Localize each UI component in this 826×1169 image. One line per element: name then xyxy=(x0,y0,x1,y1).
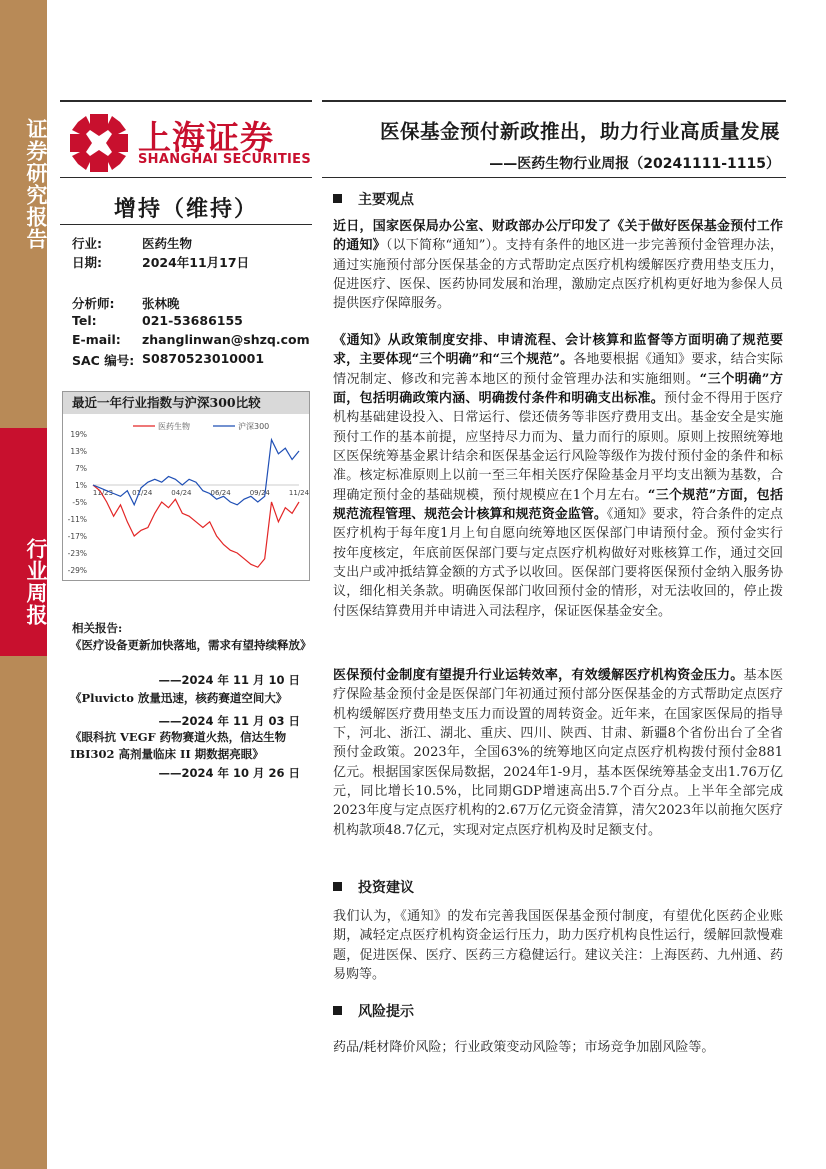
paragraph-2-bold-3: “三个规范”方面，包括规范流程管理、规范会计核算和规范资金监管。 xyxy=(333,487,783,523)
y-tick-label: 13% xyxy=(70,447,87,456)
report-subtitle: ——医药生物行业周报（20241111-1115） xyxy=(489,156,780,172)
y-tick-label: 7% xyxy=(75,464,87,473)
x-tick-label: 11/24 xyxy=(288,489,309,497)
related-report-title[interactable]: 《Pluvicto 放量迅速，核药赛道空间大》 xyxy=(70,691,288,705)
tel-key: Tel: xyxy=(72,313,97,328)
left-top-rule xyxy=(60,100,312,102)
y-tick-label: 1% xyxy=(75,481,87,490)
sac-value: S0870523010001 xyxy=(142,351,265,366)
y-tick-label: 19% xyxy=(70,430,87,439)
related-report-title[interactable]: 《医疗设备更新加快落地，需求有望持续释放》 xyxy=(70,638,312,652)
related-report-date: ——2024 年 11 月 03 日 xyxy=(158,714,300,728)
paragraph-2-text-2: 预付金不得用于医疗机构基础建设投入、日常运行、偿还债务等非医疗费用支出。基金安全是实施预付工作的基本前提，应坚持尽力而为、量力而行的原则。原则上按照统筹地区医保统筹基金累计结余和医保基金运行风险等级作为拨付预付金的条件和标准。核定标准原则上以前一至三年相关医疗保险基金月平均支出额为基数，合理确定预付金的基础规模，预付规模应在1个月左右。 xyxy=(333,391,783,503)
logo-underline-rule xyxy=(60,177,312,178)
x-tick-label: 09/24 xyxy=(249,489,270,497)
sidebar-report-type: 证券研究报告 xyxy=(24,118,48,250)
y-tick-label: -11% xyxy=(67,515,87,524)
index-comparison-chart xyxy=(62,391,310,581)
email-value[interactable]: zhanglinwan@shzq.com xyxy=(142,332,310,347)
logo-chinese-name: 上海证券 xyxy=(138,118,274,157)
chart-plot-area xyxy=(63,414,309,580)
paragraph-5-text: 药品/耗材降价风险；行业政策变动风险等；市场竞争加剧风险等。 xyxy=(333,1040,715,1055)
date-key: 日期: xyxy=(72,255,102,270)
tel-value: 021-53686155 xyxy=(142,313,243,328)
related-report-date: ——2024 年 10 月 26 日 xyxy=(158,766,300,780)
analyst-value: 张林晚 xyxy=(142,296,180,311)
x-tick-label: 06/24 xyxy=(210,489,231,497)
paragraph-1-bold: 近日，国家医保局办公室、财政部办公厅印发了《关于做好医保基金预付工作的通知》 xyxy=(333,219,783,254)
shanghai-securities-logo-icon xyxy=(68,112,130,174)
paragraph-2-text-1: 各地要根据《通知》要求，结合实际情况制定、修改和完善本地区的预付金管理办法和实施细则。 xyxy=(333,352,783,387)
paragraph-1-text: （以下简称“通知”）。支持有条件的地区进一步完善预付金管理办法，通过实施预付部分医保基金的方式帮助定点医疗机构缓解医疗费用垫支压力，促进医疗、医保、医药协同发展和治理，激励定点医疗机构更好地为参保人员提供医疗保障服务。 xyxy=(333,238,783,312)
y-tick-label: -23% xyxy=(67,549,87,558)
x-tick-label: 04/24 xyxy=(171,489,192,497)
paragraph-2-bold-2: “三个明确”方面，包括明确政策内涵、明确拨付条件和明确支出标准。 xyxy=(333,371,783,407)
legend-label: 医药生物 xyxy=(158,422,190,431)
paragraph-1 xyxy=(333,217,783,314)
related-report-date: ——2024 年 11 月 10 日 xyxy=(158,673,300,687)
paragraph-2-bold-1: 《通知》从政策制度安排、申请流程、会计核算和监督等方面明确了规范要求，主要体现“三个明确”和“三个规范”。 xyxy=(333,333,783,368)
industry-value: 医药生物 xyxy=(142,236,193,251)
paragraph-3-bold: 医保预付金制度有望提升行业运转效率，有效缓解医疗机构资金压力。 xyxy=(333,668,744,683)
rating-underline-rule xyxy=(60,224,312,225)
y-tick-label: -17% xyxy=(67,532,87,541)
paragraph-5 xyxy=(333,1038,783,1057)
chart-title: 最近一年行业指数与沪深300比较 xyxy=(63,392,309,414)
title-underline-rule xyxy=(322,177,786,178)
bullet-square-icon xyxy=(333,1006,342,1015)
x-tick-label: 01/24 xyxy=(132,489,153,497)
rating-label: 增持（维持） xyxy=(113,196,258,222)
y-tick-label: -5% xyxy=(72,498,87,507)
section-heading-investment-advice: 投资建议 xyxy=(333,877,414,897)
industry-key: 行业: xyxy=(72,236,102,251)
bullet-square-icon xyxy=(333,194,342,203)
email-key: E-mail: xyxy=(72,332,121,347)
paragraph-2-text-3: 《通知》要求，符合条件的定点医疗机构于每年度1月上旬自愿向统筹地区医保部门申请预付金。预付金实行按年度核定，年底前医保部门要与定点医疗机构做好对账核算工作，通过交回支出户或冲抵结算金额的方式予以收回。医保部门要将医保预付金纳入服务协议，细化相关条款。明确医保部门收回预付金的情形，对无法收回的，停止拨付医保结算费用并申请进入司法程序，保证医保基金安全。 xyxy=(333,507,783,619)
paragraph-3 xyxy=(333,666,783,840)
analyst-key: 分析师: xyxy=(72,296,115,311)
paragraph-3-text: 基本医疗保险基金预付金是医保部门年初通过预付部分医保基金的方式帮助定点医疗机构缓解医疗费用垫支压力而设置的周转资金。近年来，在国家医保局的指导下，河北、浙江、湖北、重庆、四川、陕西、甘肃、新疆8个省份出台了全省预付金政策。2023年，全国63%的统筹地区向定点医疗机构拨付预付金881亿元。根据国家医保局数据，2024年1-9月，基本医保统筹基金支出1.76万亿元，同比增长10.5%，比同期GDP增速高出5.7个百分点。上半年全部完成2023年度与定点医疗机构的2.67万亿元资金清算，清欠2023年以前拖欠医疗机构款项48.7亿元，实现对定点医疗机构及时足额支付。 xyxy=(333,668,783,838)
report-title: 医保基金预付新政推出，助力行业高质量发展 xyxy=(379,120,780,143)
logo-english-name: SHANGHAI SECURITIES xyxy=(138,152,311,167)
related-reports-heading: 相关报告: xyxy=(72,621,123,635)
right-top-rule xyxy=(322,100,786,102)
related-report-title[interactable]: 《眼科抗 VEGF 药物赛道火热，信达生物 IBI302 高剂量临床 II 期数据亮眼》 xyxy=(70,730,287,761)
series-line-pharma xyxy=(93,485,299,567)
sac-key: SAC 编号: xyxy=(72,353,135,368)
paragraph-4 xyxy=(333,907,783,984)
bullet-square-icon xyxy=(333,882,342,891)
legend-label: 沪深300 xyxy=(238,422,270,431)
section-heading-risk-warning: 风险提示 xyxy=(333,1001,414,1021)
section-heading-main-views: 主要观点 xyxy=(333,189,414,209)
paragraph-2 xyxy=(333,331,783,621)
y-tick-label: -29% xyxy=(67,566,87,575)
sidebar-section-label: 行业周报 xyxy=(24,538,48,626)
date-value: 2024年11月17日 xyxy=(142,255,250,270)
x-tick-label: 11/23 xyxy=(92,489,114,497)
paragraph-4-text: 我们认为，《通知》的发布完善我国医保基金预付制度，有望优化医药企业账期，减轻定点医疗机构资金运行压力，助力医疗机构良性运行，缓解回款慢难题，促进医保、医疗、医药三方稳健运行。建议关注：上海医药、九州通、药易购等。 xyxy=(333,909,783,983)
